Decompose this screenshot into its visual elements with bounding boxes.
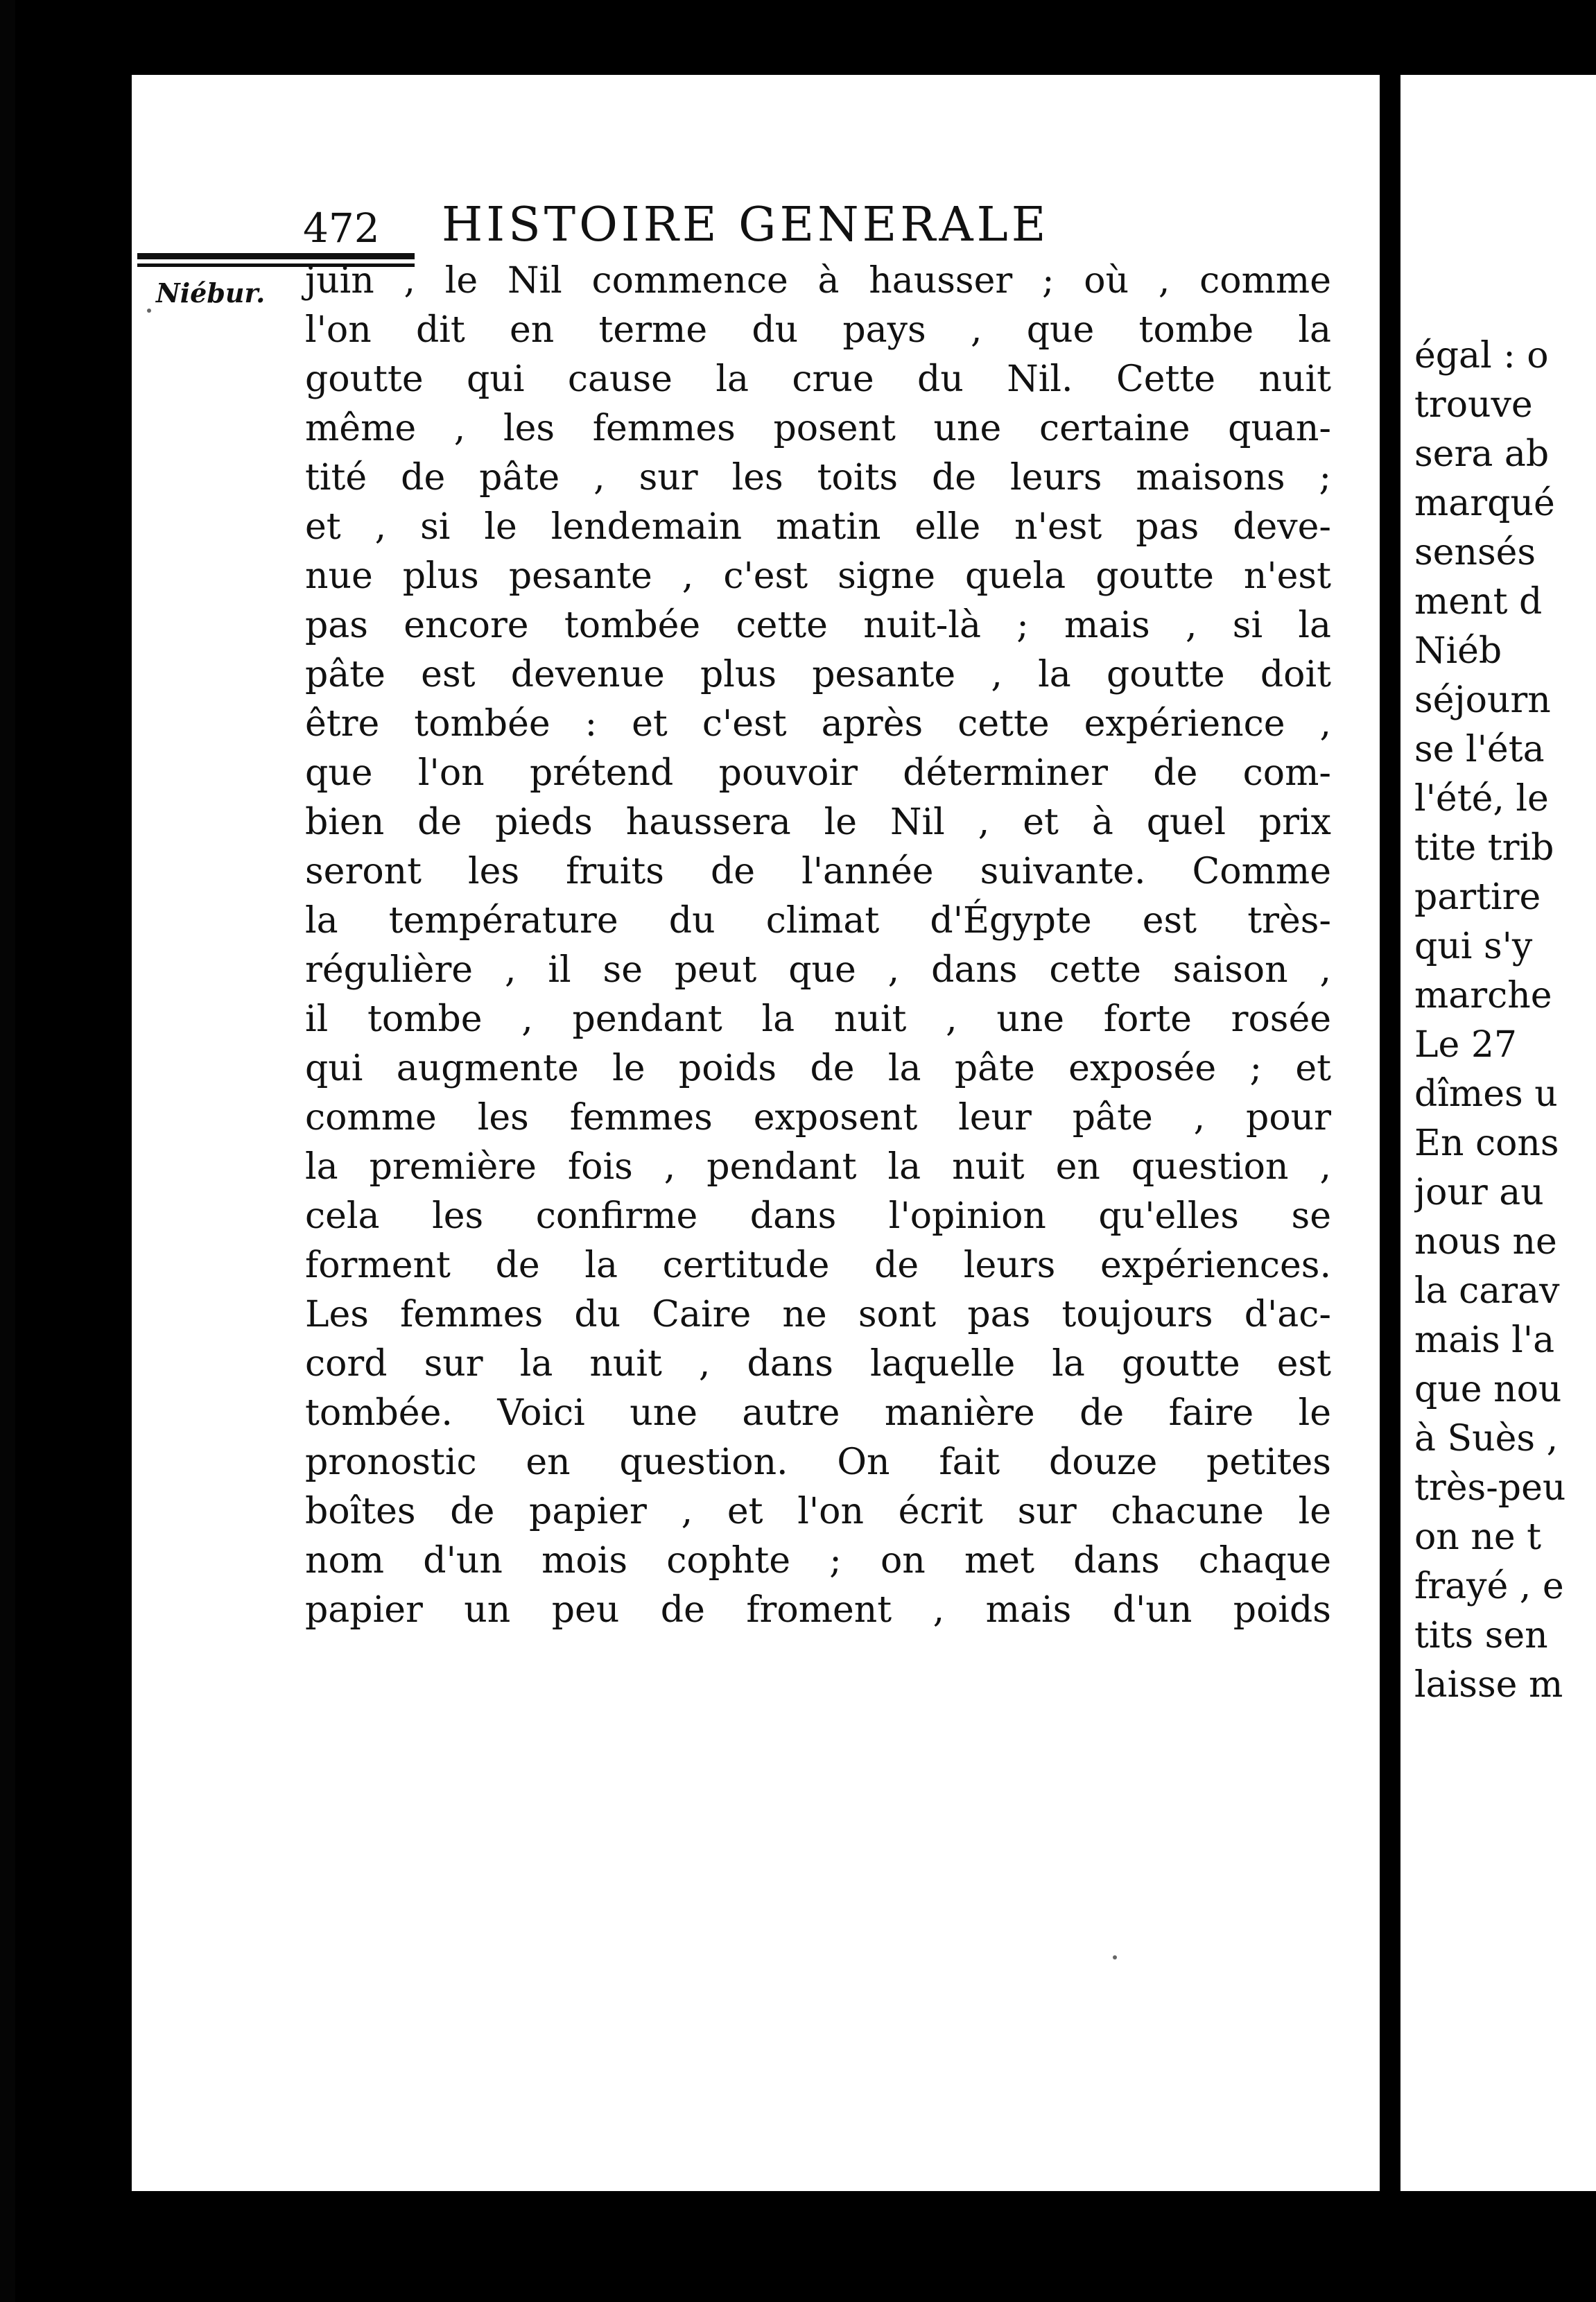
- text-line: la première fois , pendant la nuit en question ,: [305, 1146, 1331, 1188]
- facing-text-line: très-peu: [1414, 1467, 1566, 1509]
- facing-text-line: égal : o: [1414, 335, 1549, 377]
- text-line: boîtes de papier , et l'on écrit sur chacune le: [305, 1491, 1331, 1532]
- text-line: être tombée : et c'est après cette expérience ,: [305, 703, 1331, 745]
- text-line: nue plus pesante , c'est signe quela goutte n'est: [305, 555, 1331, 597]
- facing-text-line: Niéb: [1414, 630, 1502, 672]
- facing-text-line: nous ne: [1414, 1221, 1557, 1263]
- facing-text-line: mais l'a: [1414, 1319, 1555, 1361]
- facing-text-line: tits sen: [1414, 1615, 1548, 1656]
- facing-text-line: l'été, le: [1414, 778, 1549, 820]
- facing-text-line: frayé , e: [1414, 1566, 1564, 1607]
- facing-text-line: tite trib: [1414, 827, 1554, 869]
- running-title: HISTOIRE GENERALE: [442, 198, 1050, 252]
- text-line: Les femmes du Caire ne sont pas toujours d'ac-: [305, 1294, 1331, 1335]
- text-line: qui augmente le poids de la pâte exposée ; et: [305, 1048, 1331, 1089]
- stray-mark: [1113, 1955, 1117, 1959]
- facing-text-line: En cons: [1414, 1123, 1559, 1164]
- text-line: tité de pâte , sur les toits de leurs maisons ;: [305, 457, 1331, 499]
- facing-text-line: jour au: [1414, 1172, 1544, 1213]
- facing-text-line: marqué: [1414, 483, 1555, 524]
- text-line: la température du climat d'Égypte est très-: [305, 900, 1331, 942]
- text-line: l'on dit en terme du pays , que tombe la: [305, 309, 1331, 351]
- text-line: juin , le Nil commence à hausser ; où , comme: [305, 260, 1331, 302]
- facing-text-line: laisse m: [1414, 1664, 1563, 1706]
- text-line: pronostic en question. On fait douze petites: [305, 1442, 1331, 1483]
- page-number: 472: [303, 205, 380, 252]
- facing-text-line: marche: [1414, 975, 1552, 1016]
- facing-text-line: dîmes u: [1414, 1073, 1558, 1115]
- facing-text-line: partire: [1414, 876, 1541, 918]
- text-line: seront les fruits de l'année suivante. Comme: [305, 851, 1331, 892]
- facing-text-line: trouve: [1414, 384, 1533, 426]
- text-line: tombée. Voici une autre manière de faire le: [305, 1392, 1331, 1434]
- stray-mark: [147, 309, 151, 313]
- facing-text-line: séjourn: [1414, 680, 1551, 721]
- facing-text-line: sensés: [1414, 532, 1536, 573]
- text-line: pas encore tombée cette nuit-là ; mais , si la: [305, 605, 1331, 646]
- facing-text-line: se l'éta: [1414, 729, 1545, 770]
- text-line: pâte est devenue plus pesante , la goutte doit: [305, 654, 1331, 695]
- facing-text-line: sera ab: [1414, 433, 1550, 475]
- facing-text-line: on ne t: [1414, 1516, 1542, 1558]
- text-line: comme les femmes exposent leur pâte , pour: [305, 1097, 1331, 1139]
- text-line: cord sur la nuit , dans laquelle la goutte est: [305, 1343, 1331, 1385]
- facing-text-line: que nou: [1414, 1369, 1562, 1410]
- text-line: forment de la certitude de leurs expériences.: [305, 1245, 1331, 1286]
- text-line: goutte qui cause la crue du Nil. Cette nuit: [305, 358, 1331, 400]
- text-line: il tombe , pendant la nuit , une forte rosée: [305, 998, 1331, 1040]
- text-line: et , si le lendemain matin elle n'est pas deve-: [305, 506, 1331, 548]
- text-line: même , les femmes posent une certaine quan-: [305, 408, 1331, 449]
- text-line: que l'on prétend pouvoir déterminer de com-: [305, 752, 1331, 794]
- margin-note: Niébur.: [156, 277, 266, 309]
- page-header: [303, 198, 1204, 253]
- facing-text-line: qui s'y: [1414, 926, 1533, 967]
- facing-text-line: Le 27: [1414, 1024, 1518, 1066]
- text-line: papier un peu de froment , mais d'un poids: [305, 1589, 1331, 1631]
- right-page-edge: [1400, 75, 1596, 2191]
- text-line: bien de pieds haussera le Nil , et à quel prix: [305, 802, 1331, 843]
- text-line: nom d'un mois cophte ; on met dans chaque: [305, 1540, 1331, 1582]
- right-page-text: [1414, 331, 1596, 1710]
- facing-text-line: ment d: [1414, 581, 1543, 623]
- facing-text-line: la carav: [1414, 1270, 1560, 1312]
- text-line: régulière , il se peut que , dans cette saison ,: [305, 949, 1331, 991]
- scan-edge: [0, 0, 15, 2302]
- facing-text-line: à Suès ,: [1414, 1418, 1559, 1460]
- text-line: cela les confirme dans l'opinion qu'elles se: [305, 1195, 1331, 1237]
- body-text: [305, 257, 1331, 1635]
